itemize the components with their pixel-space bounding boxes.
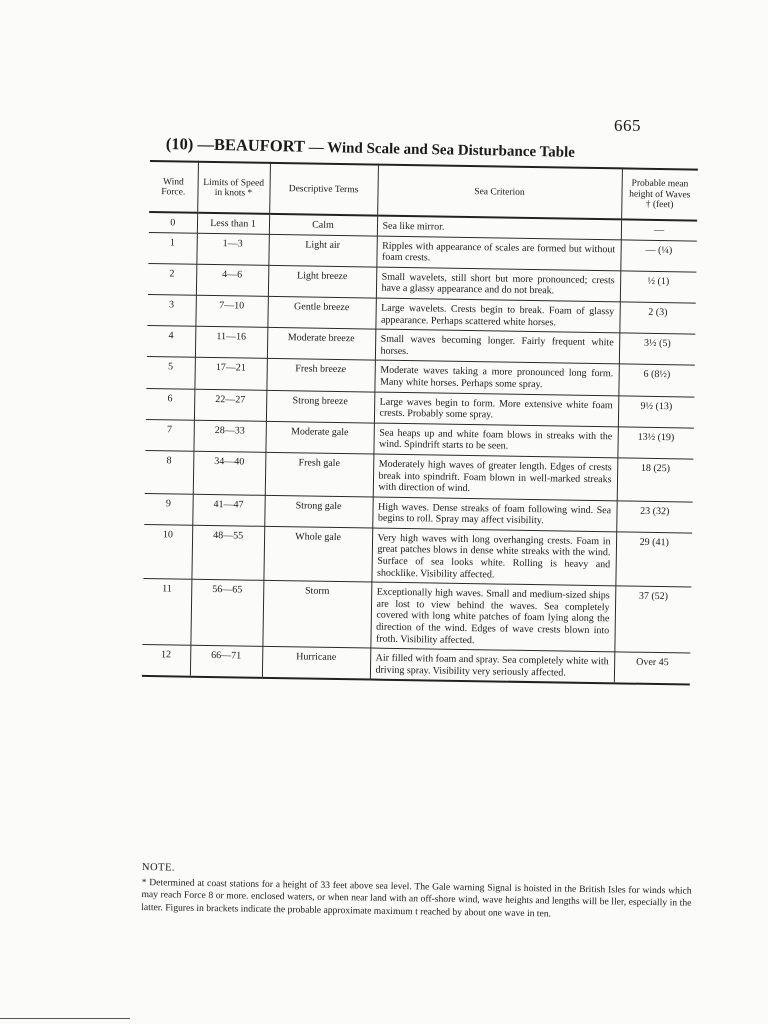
table-title: [166, 134, 575, 162]
cell-terms: Storm: [262, 581, 371, 649]
cell-criterion: Exceptionally high waves. Small and medium-sized ships are lost to view behind the waves. Sea completely covered with long white patches of foam lying along the direction of the wind. Edges of wave crests blown into froth. Visibility affected.: [370, 582, 615, 652]
cell-height: 6 (8½): [618, 364, 694, 396]
cell-force: 7: [145, 419, 193, 451]
cell-force: 12: [142, 645, 190, 677]
header-sea-criterion: Sea Criterion: [377, 165, 622, 220]
cell-terms: Light breeze: [268, 265, 376, 298]
cell-terms: Hurricane: [262, 647, 370, 680]
header-descriptive-terms: Descriptive Terms: [269, 163, 378, 216]
table-header-row: [149, 161, 698, 221]
cell-height: Over 45: [614, 652, 690, 685]
page-edge-rule: [0, 1018, 130, 1019]
cell-terms: Calm: [269, 214, 377, 236]
cell-terms: Strong breeze: [266, 390, 374, 423]
table-body: [142, 212, 697, 685]
table-row: [142, 579, 691, 654]
cell-force: 1: [148, 232, 196, 264]
cell-speed: 48—55: [191, 525, 264, 580]
cell-height: 37 (52): [614, 586, 691, 653]
cell-force: 8: [145, 450, 194, 494]
title-name: BEAUFORT: [213, 134, 306, 156]
cell-terms: Strong gale: [264, 495, 372, 528]
title-rest: — Wind Scale and Sea Disturbance Table: [304, 139, 576, 161]
cell-criterion: Air filled with foam and spray. Sea completely white with driving spray. Visibility very seriously affected.: [370, 648, 614, 684]
cell-speed: 34—40: [193, 451, 266, 495]
cell-force: 4: [147, 326, 195, 358]
cell-height: — (¼): [620, 239, 696, 271]
cell-speed: 66—71: [190, 645, 262, 678]
cell-force: 11: [142, 579, 191, 646]
cell-criterion: Large wavelets. Crests begin to break. Foam of glassy appearance. Perhaps scattered white horses.: [375, 298, 619, 333]
cell-force: 10: [143, 524, 192, 579]
cell-criterion: Sea like mirror.: [377, 216, 621, 240]
cell-speed: 22—27: [194, 389, 266, 421]
cell-terms: Whole gale: [263, 526, 372, 582]
table-row: [143, 524, 692, 587]
cell-height: 29 (41): [615, 532, 692, 588]
cell-height: ½ (1): [620, 271, 696, 303]
note-text: * Determined at coast stations for a height of 33 feet above sea level. The Gale warning Signal is hoisted in the British Isles for winds which may reach Force 8 or more. enclosed waters, or when near land with an off-shore wind, wave heights and lengths will be ller, especially in the latter. Figures in brackets indicate the probable approximate maximum t reached by about one wave in ten.: [141, 877, 692, 920]
cell-force: 6: [146, 388, 194, 420]
cell-force: 2: [148, 263, 196, 295]
beaufort-table: [142, 160, 698, 686]
beaufort-table-container: [142, 160, 698, 686]
cell-terms: Moderate breeze: [267, 328, 375, 361]
cell-speed: 28—33: [193, 420, 265, 452]
cell-terms: Fresh gale: [265, 452, 374, 496]
cell-terms: Gentle breeze: [267, 296, 375, 329]
cell-height: 9½ (13): [618, 395, 694, 427]
cell-speed: 56—65: [190, 579, 263, 646]
cell-height: 18 (25): [617, 458, 694, 502]
cell-terms: Fresh breeze: [266, 359, 374, 392]
cell-height: 2 (3): [619, 302, 695, 334]
header-speed-limits: Limits of Speed in knots *: [197, 162, 270, 214]
title-prefix: (10) —: [165, 134, 215, 154]
cell-speed: 4—6: [196, 264, 268, 296]
cell-criterion: Ripples with appearance of scales are formed but without foam crests.: [376, 236, 620, 271]
cell-speed: Less than 1: [197, 213, 269, 234]
cell-criterion: High waves. Dense streaks of foam following wind. Sea begins to roll. Spray may affect visibility.: [372, 497, 616, 532]
cell-criterion: Very high waves with long overhanging crests. Foam in great patches blows in dense white streaks with the wind. Surface of sea looks white. Rolling is heavy and shocklike. Visibility affected.: [371, 528, 616, 586]
cell-force: 0: [149, 212, 197, 233]
cell-criterion: Moderate waves taking a more pronounced long form. Many white horses. Perhaps some spray.: [374, 360, 618, 395]
cell-height: 3½ (5): [619, 333, 695, 365]
page-number: 665: [614, 116, 641, 135]
cell-criterion: Sea heaps up and white foam blows in streaks with the wind. Spindrift starts to be seen.: [373, 423, 617, 458]
cell-criterion: Small waves becoming longer. Fairly frequent white horses.: [375, 329, 619, 364]
cell-force: 5: [146, 357, 194, 389]
cell-height: 13½ (19): [617, 427, 693, 459]
cell-speed: 1—3: [196, 233, 268, 265]
cell-force: 9: [144, 493, 192, 525]
cell-speed: 11—16: [195, 326, 267, 358]
cell-criterion: Small wavelets, still short but more pronounced; crests have a glassy appearance and do not break.: [376, 267, 620, 302]
cell-terms: Moderate gale: [265, 421, 373, 454]
table-note: [141, 862, 692, 922]
cell-speed: 7—10: [195, 295, 267, 327]
cell-terms: Light air: [268, 234, 376, 267]
cell-height: 23 (32): [616, 501, 692, 533]
cell-criterion: Large waves begin to form. More extensive white foam crests. Probably some spray.: [374, 392, 618, 427]
cell-speed: 17—21: [194, 358, 266, 390]
header-wind-force: Wind Force.: [149, 161, 198, 213]
cell-height: —: [621, 219, 697, 240]
note-heading: NOTE.: [141, 862, 176, 874]
header-wave-height: Probable mean height of Waves † (feet): [621, 168, 698, 220]
cell-criterion: Moderately high waves of greater length. Edges of crests break into spindrift. Foam blown in well-marked streaks with direction of wind.: [373, 454, 618, 501]
cell-force: 3: [147, 294, 195, 326]
cell-speed: 41—47: [192, 494, 264, 526]
